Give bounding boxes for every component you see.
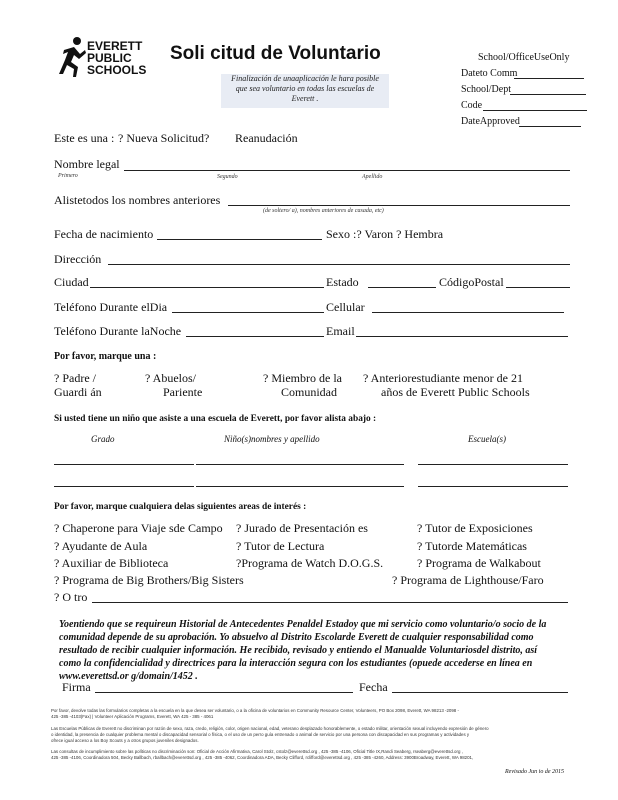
grandparent-relative-checkbox[interactable] — [145, 371, 202, 399]
city-field[interactable] — [90, 287, 324, 288]
footer-line3: Las Escuelas Públicas de Everett no discriminan por razón de sexo, raza, credo, religión, color, origen nacional, edad, veterano desplazado honorablemente, o estado militar, orientación sexual incluyendo expresión de género — [51, 726, 489, 731]
consent-statement — [59, 618, 579, 683]
previous-names-label: Alistetodos los nombres anteriores — [54, 193, 221, 207]
footer-line5: ofrece igual acceso a los Boy Scouts y a otros grupos juveniles designados. — [51, 738, 199, 744]
footer-nondiscrimination — [51, 726, 571, 745]
office-use-heading: School/OfficeUseOnly — [478, 52, 570, 63]
children-label: Si usted tiene un niño que asiste a una escuela de Everett, por favor alista abajo : — [54, 414, 377, 424]
last-name-hint: Apellido — [362, 174, 383, 180]
interest-watch-dogs-checkbox[interactable]: ?Programa de Watch D.O.G.S. — [236, 556, 384, 570]
footer-line2: 425 -385 -4103(Fax) | Volunteer Aplicación Programs, Everett, WA 425 - 385 - 4061 — [51, 714, 214, 720]
parent-line1: ? Padre / — [54, 371, 96, 385]
interest-reading-tutor-checkbox[interactable]: ? Tutor de Lectura — [236, 539, 325, 553]
logo-line1: EVERETT — [87, 39, 143, 53]
footer-line6: Las consultas de incumplimiento sobre las políticas no discriminación son: Oficial de Acción Afirmativa, Carol Stolz, cstolz@everettsd.org , 425 -385 -4106, Oficial Title IX,Randi Seaberg, rseaberg@everettsd.org , — [51, 749, 463, 754]
footer-contacts — [51, 749, 571, 761]
child-grade-field-2[interactable] — [54, 486, 194, 487]
former-student-line2: años de Everett Public Schools — [381, 385, 530, 399]
interests-label: Por favor, marque cualquiera delas siguientes areas de interés : — [54, 502, 307, 512]
child-name-field-1[interactable] — [196, 464, 404, 465]
school-header: Escuela(s) — [468, 434, 506, 444]
statement-line5: www.everettsd.or g/domain/1452 . — [59, 671, 198, 682]
footer-line4: o identidad, la presencia de cualquier problema mental o discapacidad sensorial o física, o el uso de un perro guía entrenado o animal de servicio por una persona con discapacidad en sus programas y actividades y — [51, 732, 470, 738]
grandparent-line2: Pariente — [163, 385, 203, 399]
address-field[interactable] — [108, 264, 570, 265]
note-line2: que sea voluntario en todas las escuelas de — [235, 84, 375, 93]
statement-line2: comunidad depende de su aprobación. Yo absuelvo al Distrito Escolarde Everett de cualquier responsabilidad como — [59, 632, 534, 643]
interest-exhibit-tutor-checkbox[interactable]: ? Tutor de Exposiciones — [417, 521, 533, 535]
statement-line1: Yoentiendo que se requireun Historial de Antecedentes Penaldel Estadoy que mi servicio como voluntario/o socio de la — [59, 619, 547, 630]
former-student-checkbox[interactable] — [363, 371, 530, 399]
office-date-to-comm-field[interactable] — [514, 78, 584, 79]
interest-chaperone-checkbox[interactable]: ? Chaperone para Viaje sde Campo — [54, 521, 223, 535]
office-date-approved-label: DateApproved — [461, 116, 520, 127]
sex-options[interactable]: Sexo :? Varon ? Hembra — [326, 227, 444, 241]
renewal-checkbox[interactable]: Reanudación — [235, 131, 298, 145]
address-label: Dirección — [54, 252, 102, 266]
new-application-checkbox[interactable]: ? Nueva Solicitud? — [118, 131, 210, 145]
relationship-label: Por favor, marque una : — [54, 351, 157, 362]
interest-lighthouse-checkbox[interactable]: ? Programa de Lighthouse/Faro — [392, 573, 544, 587]
community-line1: ? Miembro de la — [263, 371, 342, 385]
community-member-checkbox[interactable] — [263, 371, 342, 399]
runner-logo-icon — [58, 36, 88, 78]
day-phone-label: Teléfono Durante elDia — [54, 300, 168, 314]
state-field[interactable] — [368, 287, 436, 288]
middle-name-hint: Segundo — [217, 174, 238, 180]
office-code-label: Code — [461, 100, 483, 111]
parent-line2: Guardi án — [54, 385, 102, 399]
former-student-line1: ? Anteriorestudiante menor de 21 — [363, 371, 523, 385]
date-label: Fecha — [359, 680, 388, 694]
office-date-to-comm-label: Dateto Comm — [461, 68, 518, 79]
statement-line3: resultado de recibir cualquier información. He recibido, revisado y entiendo el Manualde Voluntariosdel distrito, así — [59, 645, 538, 656]
previous-names-hint: (de soltero/ a), nombres anteriores de casada, etc) — [263, 208, 384, 214]
interest-jury-checkbox[interactable]: ? Jurado de Presentación es — [236, 521, 368, 535]
night-phone-label: Teléfono Durante laNoche — [54, 324, 182, 338]
statement-line4: como la confidencialidad y directrices para la interacción segura con los estudiantes (opuede accederse en línea en — [59, 658, 533, 669]
logo-line3: SCHOOLS — [87, 63, 147, 77]
legal-name-label: Nombre legal — [54, 157, 120, 171]
child-school-field-2[interactable] — [418, 486, 568, 487]
footer-line1: Por favor, devolve todas las formularios completas a la escuela en la que desea ser voluntario, o a la oficina de voluntarios en Community Resource Center, Volunteers, PO Box 2098, Everett, WA 98213 -2098 - — [51, 708, 459, 713]
signature-field[interactable] — [95, 692, 353, 693]
interest-other-checkbox[interactable]: ? O tro — [54, 590, 88, 604]
interest-walkabout-checkbox[interactable]: ? Programa de Walkabout — [417, 556, 541, 570]
state-label: Estado — [326, 275, 359, 289]
day-phone-field[interactable] — [172, 312, 324, 313]
city-label: Ciudad — [54, 275, 89, 289]
night-phone-field[interactable] — [186, 336, 324, 337]
logo-line2: PUBLIC — [87, 51, 132, 65]
application-type-label: Este es una : — [54, 131, 115, 145]
community-line2: Comunidad — [281, 385, 337, 399]
page-title: Soli citud de Voluntario — [170, 43, 381, 64]
footer-line7: 425 -385 -4106, Coordinadora 504, Becky Ballbach, rballbach@everettsd.org , 425 -385 -4062, Coordinadora ADA, Becky Clifford, rclifford@everettsd.org , 425 -385 -4260, Address: 3900Broadway, Everett, WA 98201, — [51, 755, 474, 761]
zip-field[interactable] — [506, 287, 570, 288]
note-line3: Everett . — [291, 94, 319, 103]
first-name-hint: Primero — [58, 173, 78, 179]
logo — [58, 36, 168, 80]
legal-name-field[interactable] — [124, 170, 570, 171]
interest-library-checkbox[interactable]: ? Auxiliar de Biblioteca — [54, 556, 169, 570]
date-field[interactable] — [392, 692, 568, 693]
zip-label: CódigoPostal — [439, 275, 504, 289]
parent-guardian-checkbox[interactable] — [54, 371, 102, 399]
child-name-field-2[interactable] — [196, 486, 404, 487]
office-date-approved-field[interactable] — [519, 126, 581, 127]
interest-big-brothers-checkbox[interactable]: ? Programa de Big Brothers/Big Sisters — [54, 573, 244, 587]
revision-date: Revisado Jun io de 2015 — [505, 769, 564, 775]
child-name-header: Niño(s)nombres y apellido — [224, 434, 320, 444]
child-school-field-1[interactable] — [418, 464, 568, 465]
cell-phone-label: Cellular — [326, 300, 365, 314]
office-school-dept-label: School/Dept — [461, 84, 511, 95]
previous-names-field[interactable] — [228, 205, 570, 206]
signature-label: Firma — [62, 680, 91, 694]
interest-math-tutor-checkbox[interactable]: ? Tutorde Matemáticas — [417, 539, 527, 553]
grade-header: Grado — [91, 434, 115, 444]
dob-field[interactable] — [157, 239, 322, 240]
child-grade-field-1[interactable] — [54, 464, 194, 465]
cell-phone-field[interactable] — [372, 312, 564, 313]
footer-return-info — [51, 708, 571, 720]
note-line1: Finalización de unaaplicación le hara posible — [231, 74, 379, 83]
interest-classroom-aide-checkbox[interactable]: ? Ayudante de Aula — [54, 539, 148, 553]
email-label: Email — [326, 324, 355, 338]
interest-other-field[interactable] — [92, 602, 568, 603]
office-code-field[interactable] — [483, 110, 587, 111]
grandparent-line1: ? Abuelos/ — [145, 371, 196, 385]
email-field[interactable] — [356, 336, 568, 337]
completion-note — [221, 74, 389, 108]
office-school-dept-field[interactable] — [510, 94, 586, 95]
dob-label: Fecha de nacimiento — [54, 227, 154, 241]
